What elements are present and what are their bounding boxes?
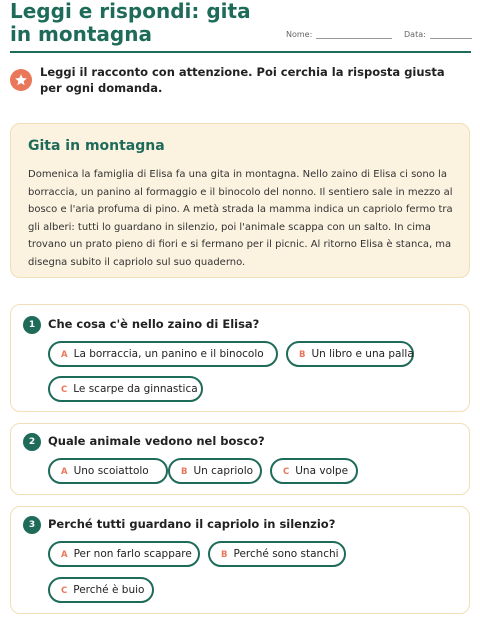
option-letter: A bbox=[61, 350, 68, 360]
option-b[interactable] bbox=[168, 458, 262, 484]
option-a[interactable] bbox=[48, 541, 200, 567]
option-text: Per non farlo scappare bbox=[73, 548, 192, 560]
question-text: Che cosa c'è nello zaino di Elisa? bbox=[48, 317, 260, 331]
page-title: Leggi e rispondi: gita in montagna bbox=[10, 0, 251, 46]
option-text: Perché sono stanchi bbox=[233, 548, 339, 560]
question-card-1 bbox=[10, 304, 470, 412]
option-a[interactable] bbox=[48, 341, 278, 367]
option-text: Perché è buio bbox=[73, 584, 145, 596]
date-field[interactable] bbox=[404, 30, 472, 39]
option-text: Uno scoiattolo bbox=[73, 465, 149, 477]
option-text: La borraccia, un panino e il binocolo bbox=[73, 348, 264, 360]
story-card bbox=[10, 123, 470, 278]
question-number-badge: 1 bbox=[23, 316, 41, 334]
option-c[interactable] bbox=[48, 376, 203, 402]
worksheet-header bbox=[10, 0, 472, 54]
instruction-box bbox=[10, 64, 472, 98]
option-letter: C bbox=[61, 385, 68, 395]
option-b[interactable] bbox=[286, 341, 414, 367]
option-letter: A bbox=[61, 550, 68, 560]
header-divider bbox=[10, 51, 471, 53]
option-letter: C bbox=[61, 586, 68, 596]
option-letter: B bbox=[221, 550, 228, 560]
instruction-text: Leggi il racconto con attenzione. Poi cerchia la risposta giusta per ogni domanda. bbox=[40, 65, 445, 95]
question-number-badge: 3 bbox=[23, 516, 41, 534]
option-letter: B bbox=[299, 350, 306, 360]
name-field[interactable] bbox=[286, 30, 392, 39]
story-text: Domenica la famiglia di Elisa fa una gita in montagna. Nello zaino di Elisa ci sono la borraccia, un panino al formaggio e il binocolo del nonno. Il sentiero sale in mezzo al bosco e l'aria profuma di pino. A metà strada la mamma indica un capriolo fermo tra gli alberi: tutti lo guardano in silenzio, poi l'animale scappa con un salto. In cima trovano un prato pieno di fiori e si fermano per il picnic. Al ritorno Elisa è stanca, ma disegna subito il capriolo sul suo quaderno. bbox=[28, 169, 453, 268]
name-line bbox=[316, 38, 392, 39]
option-c[interactable] bbox=[270, 458, 358, 484]
option-b[interactable] bbox=[208, 541, 346, 567]
option-letter: A bbox=[61, 467, 68, 477]
name-label: Nome: bbox=[286, 30, 313, 39]
option-text: Le scarpe da ginnastica bbox=[73, 383, 198, 395]
option-a[interactable] bbox=[48, 458, 168, 484]
question-card-3 bbox=[10, 506, 470, 614]
story-title: Gita in montagna bbox=[28, 138, 165, 154]
star-icon bbox=[10, 69, 32, 91]
date-label: Data: bbox=[404, 30, 426, 39]
option-text: Un libro e una palla bbox=[311, 348, 414, 360]
question-text: Quale animale vedono nel bosco? bbox=[48, 434, 265, 448]
option-letter: C bbox=[283, 467, 290, 477]
question-card-2 bbox=[10, 423, 470, 495]
option-c[interactable] bbox=[48, 577, 154, 603]
option-text: Un capriolo bbox=[193, 465, 254, 477]
option-text: Una volpe bbox=[295, 465, 349, 477]
option-letter: B bbox=[181, 467, 188, 477]
question-number-badge: 2 bbox=[23, 433, 41, 451]
question-text: Perché tutti guardano il capriolo in silenzio? bbox=[48, 517, 336, 531]
date-line bbox=[430, 38, 472, 39]
